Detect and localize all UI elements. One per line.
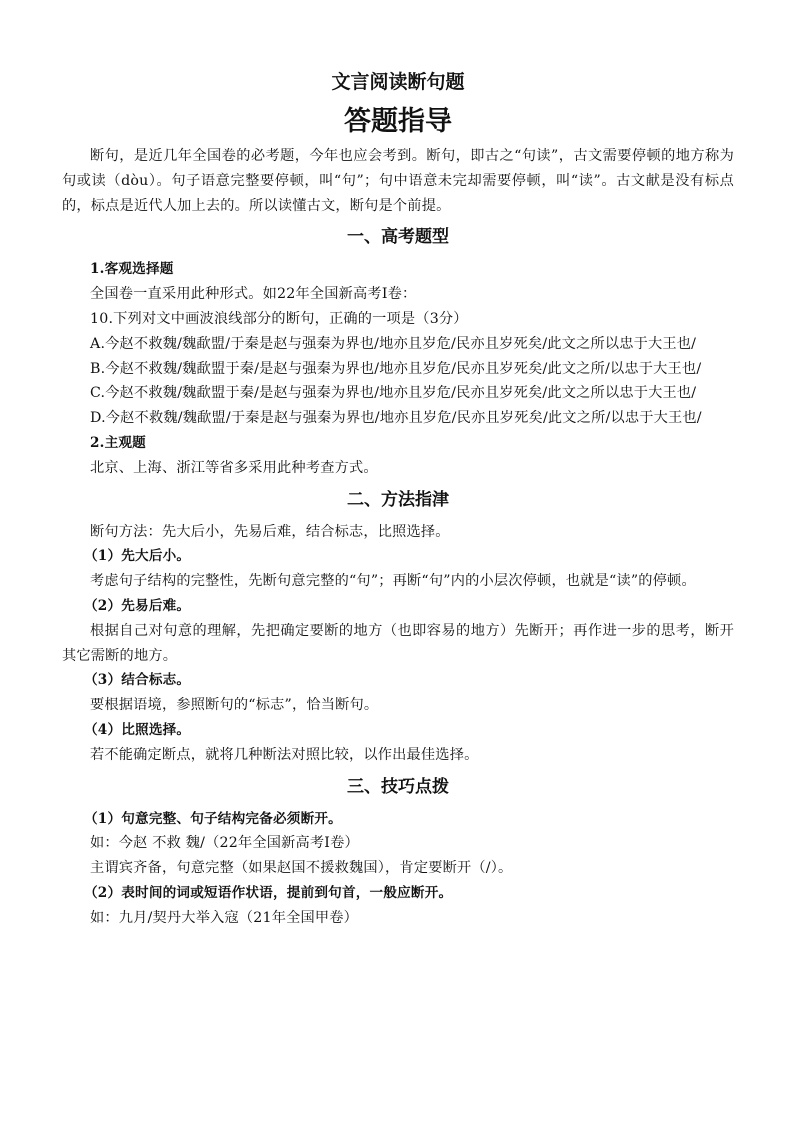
section-heading-techniques: 三、技巧点拨 [347, 776, 449, 797]
method-2-text: 根据自己对句意的理解，先把确定要断的地方（也即容易的地方）先断开；再作进一步的思考，断开其它需断的地方。 [62, 622, 734, 664]
document-page [62, 64, 734, 931]
technique-1-text: 主谓宾齐备，句意完整（如果赵国不援救魏国），肯定要断开（/）。 [90, 860, 513, 877]
subheading-subjective: 2.主观题 [90, 434, 146, 451]
question-stem: 10.下列对文中画波浪线部分的断句，正确的一项是（3分） [90, 310, 468, 327]
document-subtitle: 答题指导 [344, 106, 452, 137]
technique-1-title: （1）句意完整、句子结构完备必须断开。 [84, 810, 342, 827]
method-3-title: （3）结合标志。 [84, 672, 191, 689]
option-b: B.今赵不救魏/魏歃盟于秦/是赵与强秦为界也/地亦且岁危/民亦且岁死矣/此文之所/以忠于大王也/ [90, 360, 702, 377]
method-4-title: （4）比照选择。 [84, 721, 191, 738]
intro-paragraph: 断句，是近几年全国卷的必考题，今年也应会考到。断句，即古之“句读”，古文需要停顿的地方称为句或读（dòu）。句子语意完整要停顿，叫“句”；句中语意未完却需要停顿，叫“读”。古文献是没有标点的，标点是近代人加上去的。所以读懂古文，断句是个前提。 [62, 148, 734, 214]
subheading-objective: 1.客观选择题 [90, 261, 174, 278]
method-1-title: （1）先大后小。 [84, 548, 191, 565]
technique-2-example: 如：九月/契丹大举入寇（21年全国甲卷） [90, 909, 359, 926]
section-heading-methods: 二、方法指津 [347, 489, 449, 510]
option-c: C.今赵不救魏/魏歃盟于秦/是赵与强秦为界也/地亦且岁危/民亦且岁死矣/此文之所以忠于大王也/ [90, 385, 697, 402]
option-a: A.今赵不救魏/魏歃盟/于秦是赵与强秦为界也/地亦且岁危/民亦且岁死矣/此文之所以忠于大王也/ [90, 335, 697, 352]
method-4-text: 若不能确定断点，就将几种断法对照比较，以作出最佳选择。 [90, 746, 479, 763]
document-title: 文言阅读断句题 [331, 71, 465, 93]
objective-description: 全国卷一直采用此种形式。如22年全国新高考Ⅰ卷： [90, 286, 417, 303]
methods-summary: 断句方法：先大后小，先易后难，结合标志，比照选择。 [90, 523, 450, 540]
method-1-text: 考虑句子结构的完整性，先断句意完整的“句”；再断“句”内的小层次停顿，也就是“读”的停顿。 [90, 573, 696, 590]
section-heading-question-types: 一、高考题型 [347, 227, 449, 248]
technique-1-example: 如：今赵 不救 魏/（22年全国新高考Ⅰ卷） [90, 835, 359, 852]
technique-2-title: （2）表时间的词或短语作状语，提前到句首，一般应断开。 [84, 884, 453, 901]
method-2-title: （2）先易后难。 [84, 597, 191, 614]
option-d: D.今赵不救魏/魏歃盟/于秦是赵与强秦为界也/地亦且岁危/民亦且岁死矣/此文之所/以忠于大王也/ [90, 410, 702, 427]
method-3-text: 要根据语境，参照断句的“标志”，恰当断句。 [90, 697, 379, 714]
subjective-description: 北京、上海、浙江等省多采用此种考查方式。 [90, 459, 378, 476]
